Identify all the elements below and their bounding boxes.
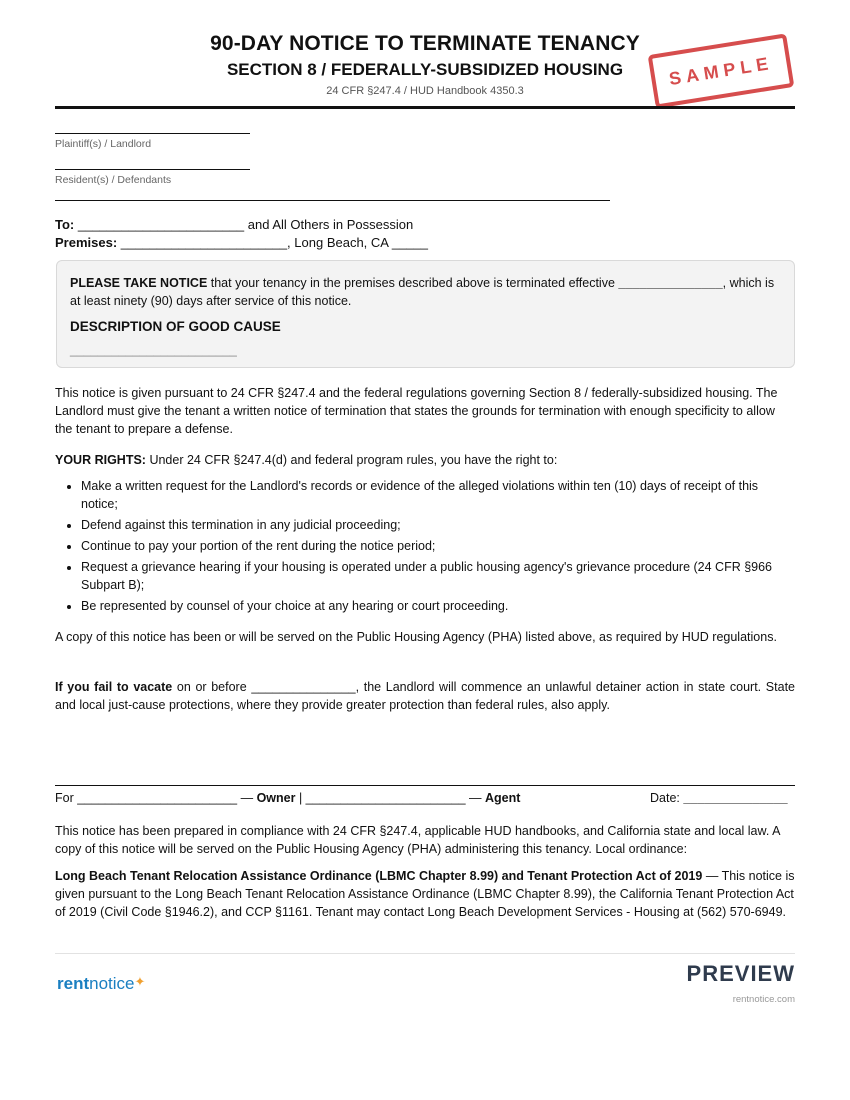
document-title: 90-DAY NOTICE TO TERMINATE TENANCY: [210, 32, 640, 55]
plaintiff-label: Plaintiff(s) / Landlord: [55, 138, 152, 150]
logo-notice: notice: [89, 974, 135, 993]
rights-list-item: • Make a written request for the Landlord's records or evidence of the alleged violations within ten (10) days of receipt of this notice;: [81, 477, 795, 513]
sample-stamp: SAMPLE: [648, 33, 795, 108]
date-blank: _______________: [683, 791, 788, 805]
for-label: For _______________________ —: [55, 791, 257, 805]
to-line: [55, 217, 413, 232]
resident-label: Resident(s) / Defendants: [55, 174, 172, 186]
header-divider: [55, 106, 795, 109]
agent-label: Agent: [485, 791, 521, 805]
notice-text: [70, 274, 780, 310]
site-link[interactable]: rentnotice.com: [732, 994, 795, 1005]
to-value: _______________________ and All Others in Possession: [74, 217, 414, 232]
rights-list-item: • Continue to pay your portion of the rent during the notice period;: [81, 537, 795, 555]
ordinance-title: Long Beach Tenant Relocation Assistance Ordinance (LBMC Chapter 8.99) and Tenant Protection Act of 2019: [55, 869, 703, 883]
date-label: Date:: [650, 791, 684, 805]
notice-tail: , which is at least ninety (90) days after service of this notice.: [70, 276, 775, 308]
rights-list: [55, 477, 795, 618]
premises-line: [55, 235, 428, 250]
footer-divider: [55, 953, 795, 954]
plaintiff-signature-line: [55, 133, 250, 134]
good-cause-blank: ________________________: [70, 343, 237, 357]
sparkle-icon: ✦: [134, 974, 146, 989]
good-cause-heading: DESCRIPTION OF GOOD CAUSE: [70, 319, 281, 334]
document-citation: 24 CFR §247.4 / HUD Handbook 4350.3: [326, 85, 524, 97]
signature-divider: [55, 785, 795, 786]
rights-intro-text: Under 24 CFR §247.4(d) and federal program rules, you have the right to:: [145, 453, 558, 467]
compliance-paragraph: This notice has been prepared in compliance with 24 CFR §247.4, applicable HUD handbooks, and California state and local law. A copy of this notice will be served on the Public Housing Agency (PHA) administering this tenancy. Local ordinance:: [55, 824, 780, 856]
ordinance-paragraph: [55, 867, 795, 921]
to-label: To:: [55, 217, 75, 232]
signature-row: [55, 791, 520, 805]
premises-label: Premises:: [55, 235, 118, 250]
document-subtitle: SECTION 8 / FEDERALLY-SUBSIDIZED HOUSING: [226, 60, 624, 79]
preview-label: PREVIEW: [686, 961, 795, 986]
rights-intro: [55, 451, 795, 469]
rights-list-item: • Defend against this termination in any judicial proceeding;: [81, 516, 795, 534]
ordinance-text: — This notice is given pursuant to the Long Beach Tenant Relocation Assistance Ordinance (LBMC Chapter 8.99), the California Tenant Protection Act of 2019 (Civil Code §1946.2), and CCP §1161. Tenant may contact Long Beach Development Services - Housing at (562) 570-6949.: [55, 869, 795, 919]
rights-list-item: • Request a grievance hearing if your housing is operated under a public housing agency's grievance procedure (24 CFR §966 Subpart B);: [81, 558, 795, 594]
notice-lead: PLEASE TAKE NOTICE: [70, 276, 208, 290]
pha-paragraph: A copy of this notice has been or will be served on the Public Housing Agency (PHA) listed above, as required by HUD regulations.: [55, 630, 777, 644]
rights-list-item: • Be represented by counsel of your choice at any hearing or court proceeding.: [81, 597, 795, 615]
premises-value: _______________________, Long Beach, CA _____: [117, 235, 429, 250]
signature-mid: | _______________________ —: [295, 791, 486, 805]
date-row: [650, 791, 788, 805]
caption-divider: [55, 200, 610, 201]
rentnotice-logo[interactable]: [57, 974, 145, 994]
resident-signature-line: [55, 169, 250, 170]
notice-body: that your tenancy in the premises described above is terminated effective: [207, 276, 619, 290]
vacate-text: on or before _______________, the Landlord will commence an unlawful detainer action in state court. State and local just-cause protections, where they provide greater protection than federal rules, also apply.: [55, 680, 795, 712]
owner-label: Owner: [256, 791, 296, 805]
pursuant-paragraph: This notice is given pursuant to 24 CFR §247.4 and the federal regulations governing Section 8 / federally-subsidized housing. The Landlord must give the tenant a written notice of termination that states the grounds for termination with enough specificity to allow the tenant to prepare a defense.: [55, 386, 778, 436]
vacate-label: If you fail to vacate: [55, 680, 173, 694]
vacate-paragraph: [55, 678, 795, 714]
effective-date-blank: _______________: [618, 276, 723, 290]
logo-rent: rent: [57, 974, 90, 993]
rights-label: YOUR RIGHTS:: [55, 453, 146, 467]
